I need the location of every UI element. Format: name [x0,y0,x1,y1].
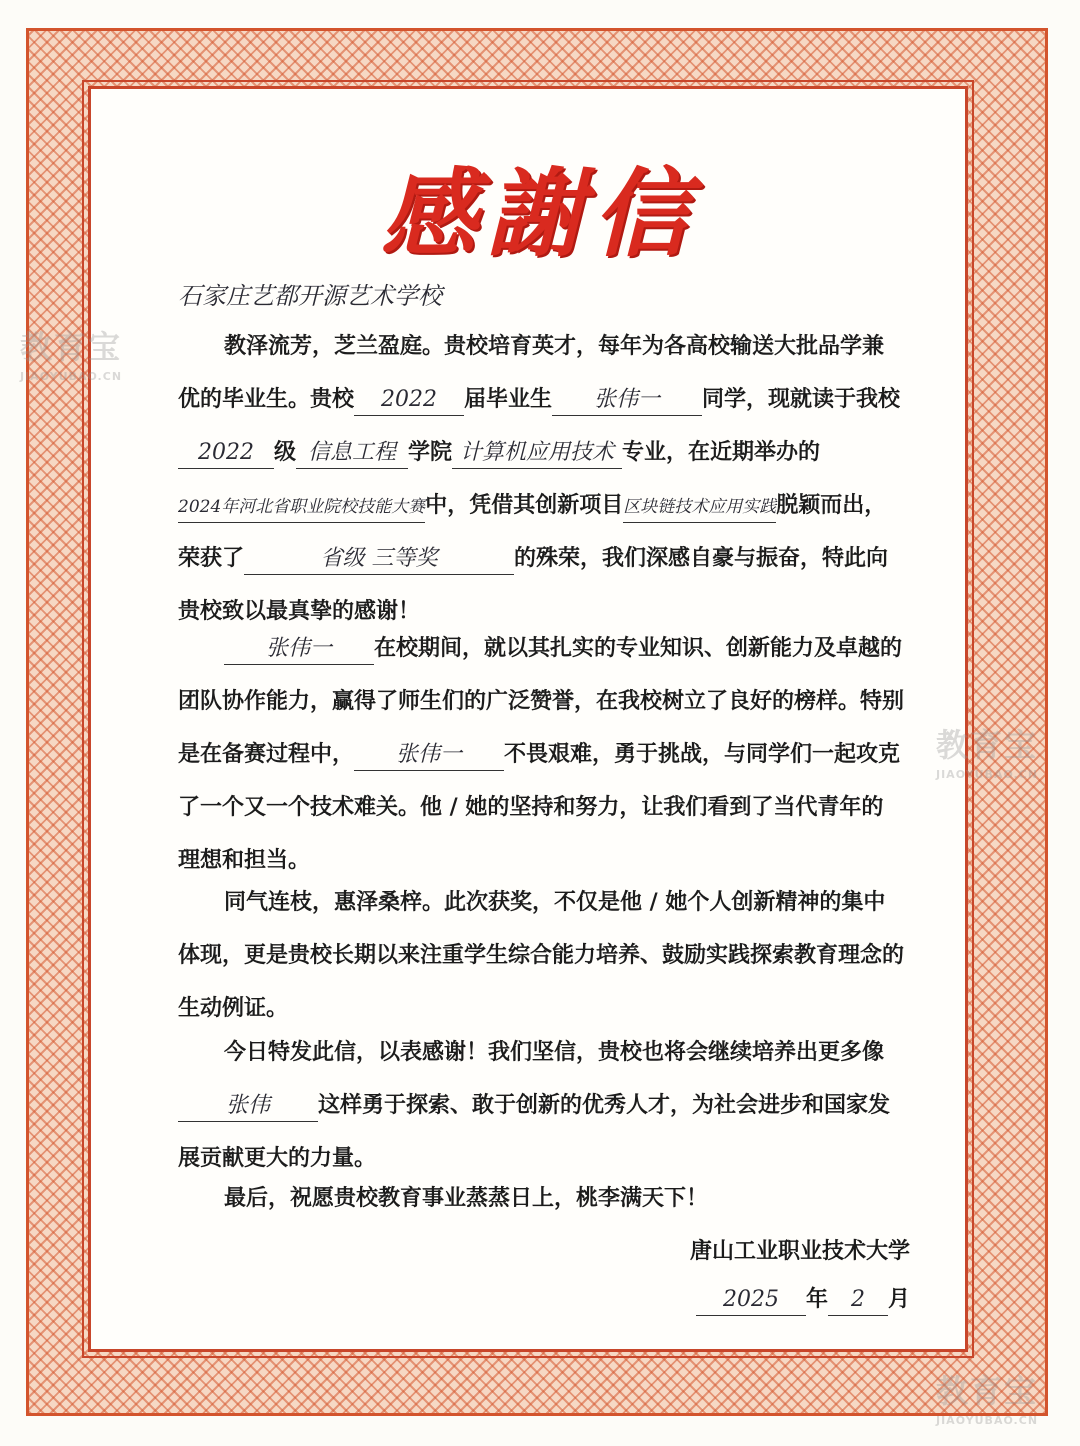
paragraph-2: 张伟一 在校期间，就以其扎实的专业知识、创新能力及卓越的团队协作能力，赢得了师生们的广泛赞誉，在我校树立了良好的榜样。特别是在备赛过程中， 张伟一 不畏艰难，勇于挑战，与同学们一起攻克了一个又一个技术难关。他 / 她的坚持和努力，让我们看到了当代青年的理想和担当。 [178,636,905,873]
recipient: 石家庄艺都开源艺术学校 [178,282,442,310]
college: 信息工程 [296,438,408,469]
award-level: 省级 三等奖 [244,544,514,575]
signing-date: 2025 年 2 月 [696,1282,910,1316]
project-name: 区块链技术应用实践 [623,492,776,523]
signing-school: 唐山工业职业技术大学 [689,1239,910,1264]
paragraph-3: 同气连枝，惠泽桑梓。此次获奖，不仅是他 / 她个人创新精神的集中体现，更是贵校长期以来注重学生综合能力培养、鼓励实践探索教育理念的生动例证。 [178,890,905,1021]
paragraph-1: 教泽流芳，芝兰盈庭。贵校培育英才，每年为各高校输送大批品学兼优的毕业生。贵校 2022 届毕业生 张伟一 同学，现就读于我校2022 级 信息工程 学院 计算机应用技术 专业，在近期举办的2024年河北省职业院校技能大赛中，凭借其创新项目区块链技术应用实践脱颖而出，荣获了 省级 三等奖 的殊荣，我们深感自豪与振奋，特此向贵校致以最真挚的感谢！ [178,334,901,624]
signing-year: 2025 [696,1285,806,1316]
watermark: 教育宝 JIAOYUBAO.CN [20,328,123,383]
letter-title: 感謝信 [381,157,699,270]
watermark: 教育宝 JIAOYUBAO.CN [936,1372,1039,1427]
competition-name: 2024年河北省职业院校技能大赛 [178,492,425,523]
graduation-year: 2022 [354,385,464,416]
student-name: 张伟一 [224,634,374,665]
student-name: 张伟一 [354,740,504,771]
watermark: 教育宝 JIAOYUBAO.CN [936,726,1039,781]
signing-month: 2 [828,1285,888,1316]
major: 计算机应用技术 [452,438,622,469]
student-name: 张伟一 [552,385,702,416]
student-name: 张伟 [178,1091,318,1122]
paragraph-4: 今日特发此信，以表感谢！我们坚信，贵校也将会继续培养出更多像张伟 这样勇于探索、敢于创新的优秀人才，为社会进步和国家发展贡献更大的力量。 [178,1040,891,1171]
grade: 2022 [178,438,274,469]
paragraph-5: 最后，祝愿贵校教育事业蒸蒸日上，桃李满天下！ [224,1186,709,1211]
